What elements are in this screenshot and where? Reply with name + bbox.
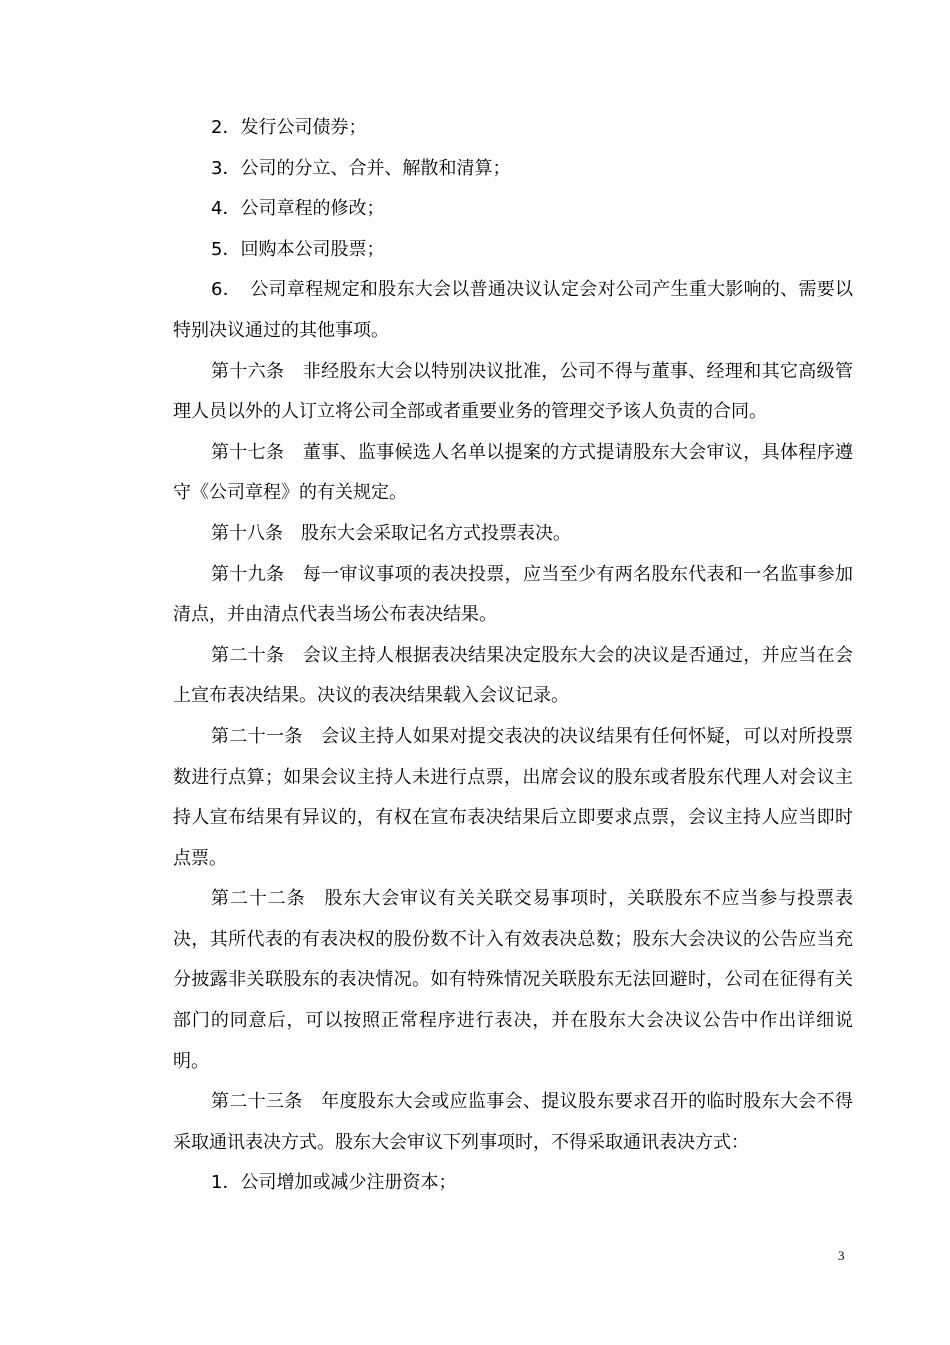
article-20: 第二十条 会议主持人根据表决结果决定股东大会的决议是否通过，并应当在会上宣布表决结果。决议的表决结果载入会议记录。 xyxy=(173,644,853,707)
list-item-registered-capital: 1．公司增加或减少注册资本； xyxy=(211,1172,457,1194)
article-23: 第二十三条 年度股东大会或应监事会、提议股东要求召开的临时股东大会不得采取通讯表决方式。股东大会审议下列事项时，不得采取通讯表决方式： xyxy=(173,1091,853,1153)
article-19: 第十九条 每一审议事项的表决投票，应当至少有两名股东代表和一名监事参加清点，并由清点代表当场公布表决结果。 xyxy=(173,563,853,626)
article-16: 第十六条 非经股东大会以特别决议批准，公司不得与董事、经理和其它高级管理人员以外的人订立将公司全部或者重要业务的管理交予该人负责的合同。 xyxy=(173,360,853,423)
article-18: 第十八条 股东大会采取记名方式投票表决。 xyxy=(211,522,571,544)
list-item-division-merger: 3．公司的分立、合并、解散和清算； xyxy=(211,157,511,179)
document-body xyxy=(173,108,853,1204)
list-item-other-matters: 6． 公司章程规定和股东大会以普通决议认定会对公司产生重大影响的、需要以特别决议通过的其他事项。 xyxy=(173,279,853,341)
article-17: 第十七条 董事、监事候选人名单以提案的方式提请股东大会审议，具体程序遵守《公司章程》的有关规定。 xyxy=(173,441,853,504)
article-21: 第二十一条 会议主持人如果对提交表决的决议结果有任何怀疑，可以对所投票数进行点算；如果会议主持人未进行点票，出席会议的股东或者股东代理人对会议主持人宣布结果有异议的，有权在宣布表决结果后立即要求点票，会议主持人应当即时点票。 xyxy=(173,725,853,869)
page-number: 3 xyxy=(838,1248,845,1263)
list-item-issue-bonds: 2．发行公司债券； xyxy=(211,117,367,138)
article-22: 第二十二条 股东大会审议有关关联交易事项时，关联股东不应当参与投票表决，其所代表的有表决权的股份数不计入有效表决总数；股东大会决议的公告应当充分披露非关联股东的表决情况。如有特殊情况关联股东无法回避时，公司在征得有关部门的同意后，可以按照正常程序进行表决，并在股东大会决议公告中作出详细说明。 xyxy=(173,888,853,1072)
list-item-articles-amendment: 4．公司章程的修改； xyxy=(211,198,385,220)
list-item-share-repurchase: 5．回购本公司股票； xyxy=(211,238,385,260)
